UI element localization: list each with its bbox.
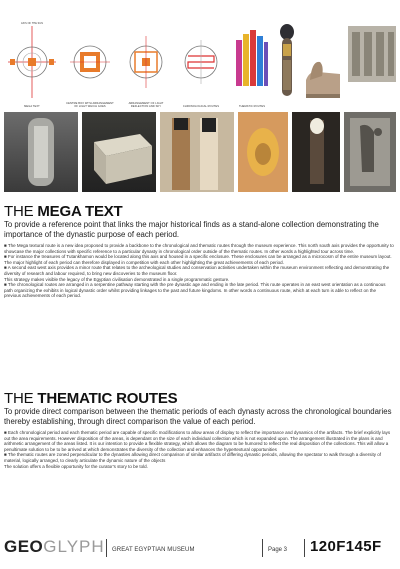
axis-diagram-graphic — [4, 22, 60, 102]
thematic-caption: THEMATIC ROUTES — [238, 105, 266, 108]
statue-dark-photo — [292, 112, 340, 192]
mega-text-paragraph: ■ The Mega textural route is a new idea proposed to provide a backbone to the chronological and thematic routes through the museum experience. This north south axis provides the opportunity to showcase the major collections with specific reference to a particular dynasty in chronological order outside of the thematic routes. In other words a highlighted tour across time. — [4, 243, 394, 254]
statue-pair-photo — [160, 112, 234, 192]
sphinx-graphic — [302, 22, 344, 110]
axis-top-caption: AXIS OF THE SUN — [20, 22, 44, 25]
enclosure-caption: ARRANGEMENT OF LIGHT REFLECTION AND SKY — [128, 102, 164, 108]
mask-graphic — [238, 112, 288, 192]
fold-diagram — [64, 22, 116, 110]
mask-photo — [238, 112, 288, 192]
relief-graphic — [348, 22, 396, 110]
photo-row — [4, 112, 396, 192]
thematic-routes-paragraph: The solution offers a flexible opportunity for the curator's story to be told. — [4, 463, 148, 469]
gallery-box-graphic — [82, 112, 156, 192]
statue-dark-graphic — [292, 112, 340, 192]
mega-text-lead: To provide a reference point that links the major historical finds as a stand-alone collection demonstrating the importance of the dynastic purpose of each period. — [4, 220, 379, 239]
statue-pair-graphic — [160, 112, 234, 192]
coffin-graphic — [276, 22, 298, 110]
brand-logo: GEOGLYPH — [4, 537, 105, 556]
hieroglyph-relief-photo — [344, 112, 396, 192]
page-footer — [0, 537, 400, 559]
footer-divider — [106, 539, 107, 557]
thematic-routes-lead: To provide direct comparison between the thematic periods of each dynasty across the chronological boundaries thereby establishing, through direct comparison the value of each period. — [4, 407, 392, 426]
sarcophagus-photo — [4, 112, 78, 192]
enclosure-diagram — [120, 22, 172, 110]
mega-text-paragraph: ■ For instance the treasures of Tutankhamon would be located along this axis and housed in a specific enclosure. These enclosures can be arranged as a microcosm of the entire museum layout. The major highlight of each period can therefore displayed in competition with each other highlighting the great achievements of each period. — [4, 254, 392, 265]
document-code: 120F145F — [310, 538, 382, 555]
museum-name: GREAT EGYPTIAN MUSEUM — [112, 547, 195, 553]
thematic-routes-body — [4, 430, 394, 469]
mega-text-caption: MEGA TEXT — [24, 105, 40, 108]
thematic-diagram — [230, 22, 274, 110]
enclosure-diagram-graphic — [120, 22, 172, 102]
mega-text-paragraph: ■ The chronological routes are arranged in a serpentine pathway starting with the pre dynastic age and ending in the late period. This route operates in an east west orientation as a continuous path organizing the exhibits in logical dynastic order whilst providing linkages to the past and future kingdoms. In other words a continuous route, which at each turn is able to reflect on the previous achievements of each period. — [4, 282, 386, 299]
fold-caption: CENTRE BOX WITH ARRANGEMENT OF LIGHT WHICH GOES — [66, 102, 114, 108]
page-number: Page 3 — [268, 547, 288, 553]
thematic-routes-paragraph: ■ Each chronological period and each thematic period are capable of specific modifications to allow areas of display to reflect the importance and dynamics of the artifacts. The brief explicitly lays out the area requirements. However disposition of the areas, is dependant on the size of each individual collection which is not expanded upon. The arrangement illustrated in the plans is and arithmetic arrangement of the areas listed. It is our intention to provide a flexible strategy, which allows the diagram to be humored to reflect the real disposition of the collections. This will allow a penultimate solution to be to be arrived at which demonstrates the diversity of the collection and enhances the hypertextural opportunities — [4, 430, 391, 452]
chronological-diagram-graphic — [176, 22, 226, 102]
mega-text-paragraph: This strategy makes visible the legacy of the Egyptian civilisation demonstrated in a single programmatic gesture. — [4, 276, 230, 282]
thematic-routes-paragraph: ■ The thematic routes are zoned perpendicular to the dynasties allowing direct comparison of similar artifacts of differing dynastic periods, allowing the spectator to walk through a diversity of material, logically arranged, to clearly articulate the dynamic nature of the objects — [4, 452, 381, 463]
chronological-diagram — [176, 22, 226, 110]
relief-image — [348, 22, 396, 110]
mega-text-paragraph: ■ A second east west axis provides a minor route that relates to the archeological studies and conservation activities undertaken within the museum environment reflecting and demonstrating the diversity of research and labour required, to bring new discoveries to the museum floor. — [4, 265, 390, 276]
chronological-caption: CHRONOLOGICAL ROUTES — [182, 105, 220, 108]
footer-divider — [262, 539, 263, 557]
mega-text-heading: THE MEGA TEXT — [4, 203, 123, 220]
thematic-diagram-graphic — [230, 22, 274, 102]
sarcophagus-graphic — [4, 112, 78, 192]
coffin-image — [276, 22, 298, 110]
fold-diagram-graphic — [64, 22, 116, 102]
axis-diagram — [4, 22, 60, 110]
hieroglyph-relief-graphic — [344, 112, 396, 192]
sphinx-image — [302, 22, 344, 110]
footer-divider — [304, 539, 305, 557]
gallery-box-photo — [82, 112, 156, 192]
mega-text-body — [4, 243, 394, 299]
thematic-routes-heading: THE THEMATIC ROUTES — [4, 390, 178, 407]
diagram-row — [4, 22, 396, 110]
